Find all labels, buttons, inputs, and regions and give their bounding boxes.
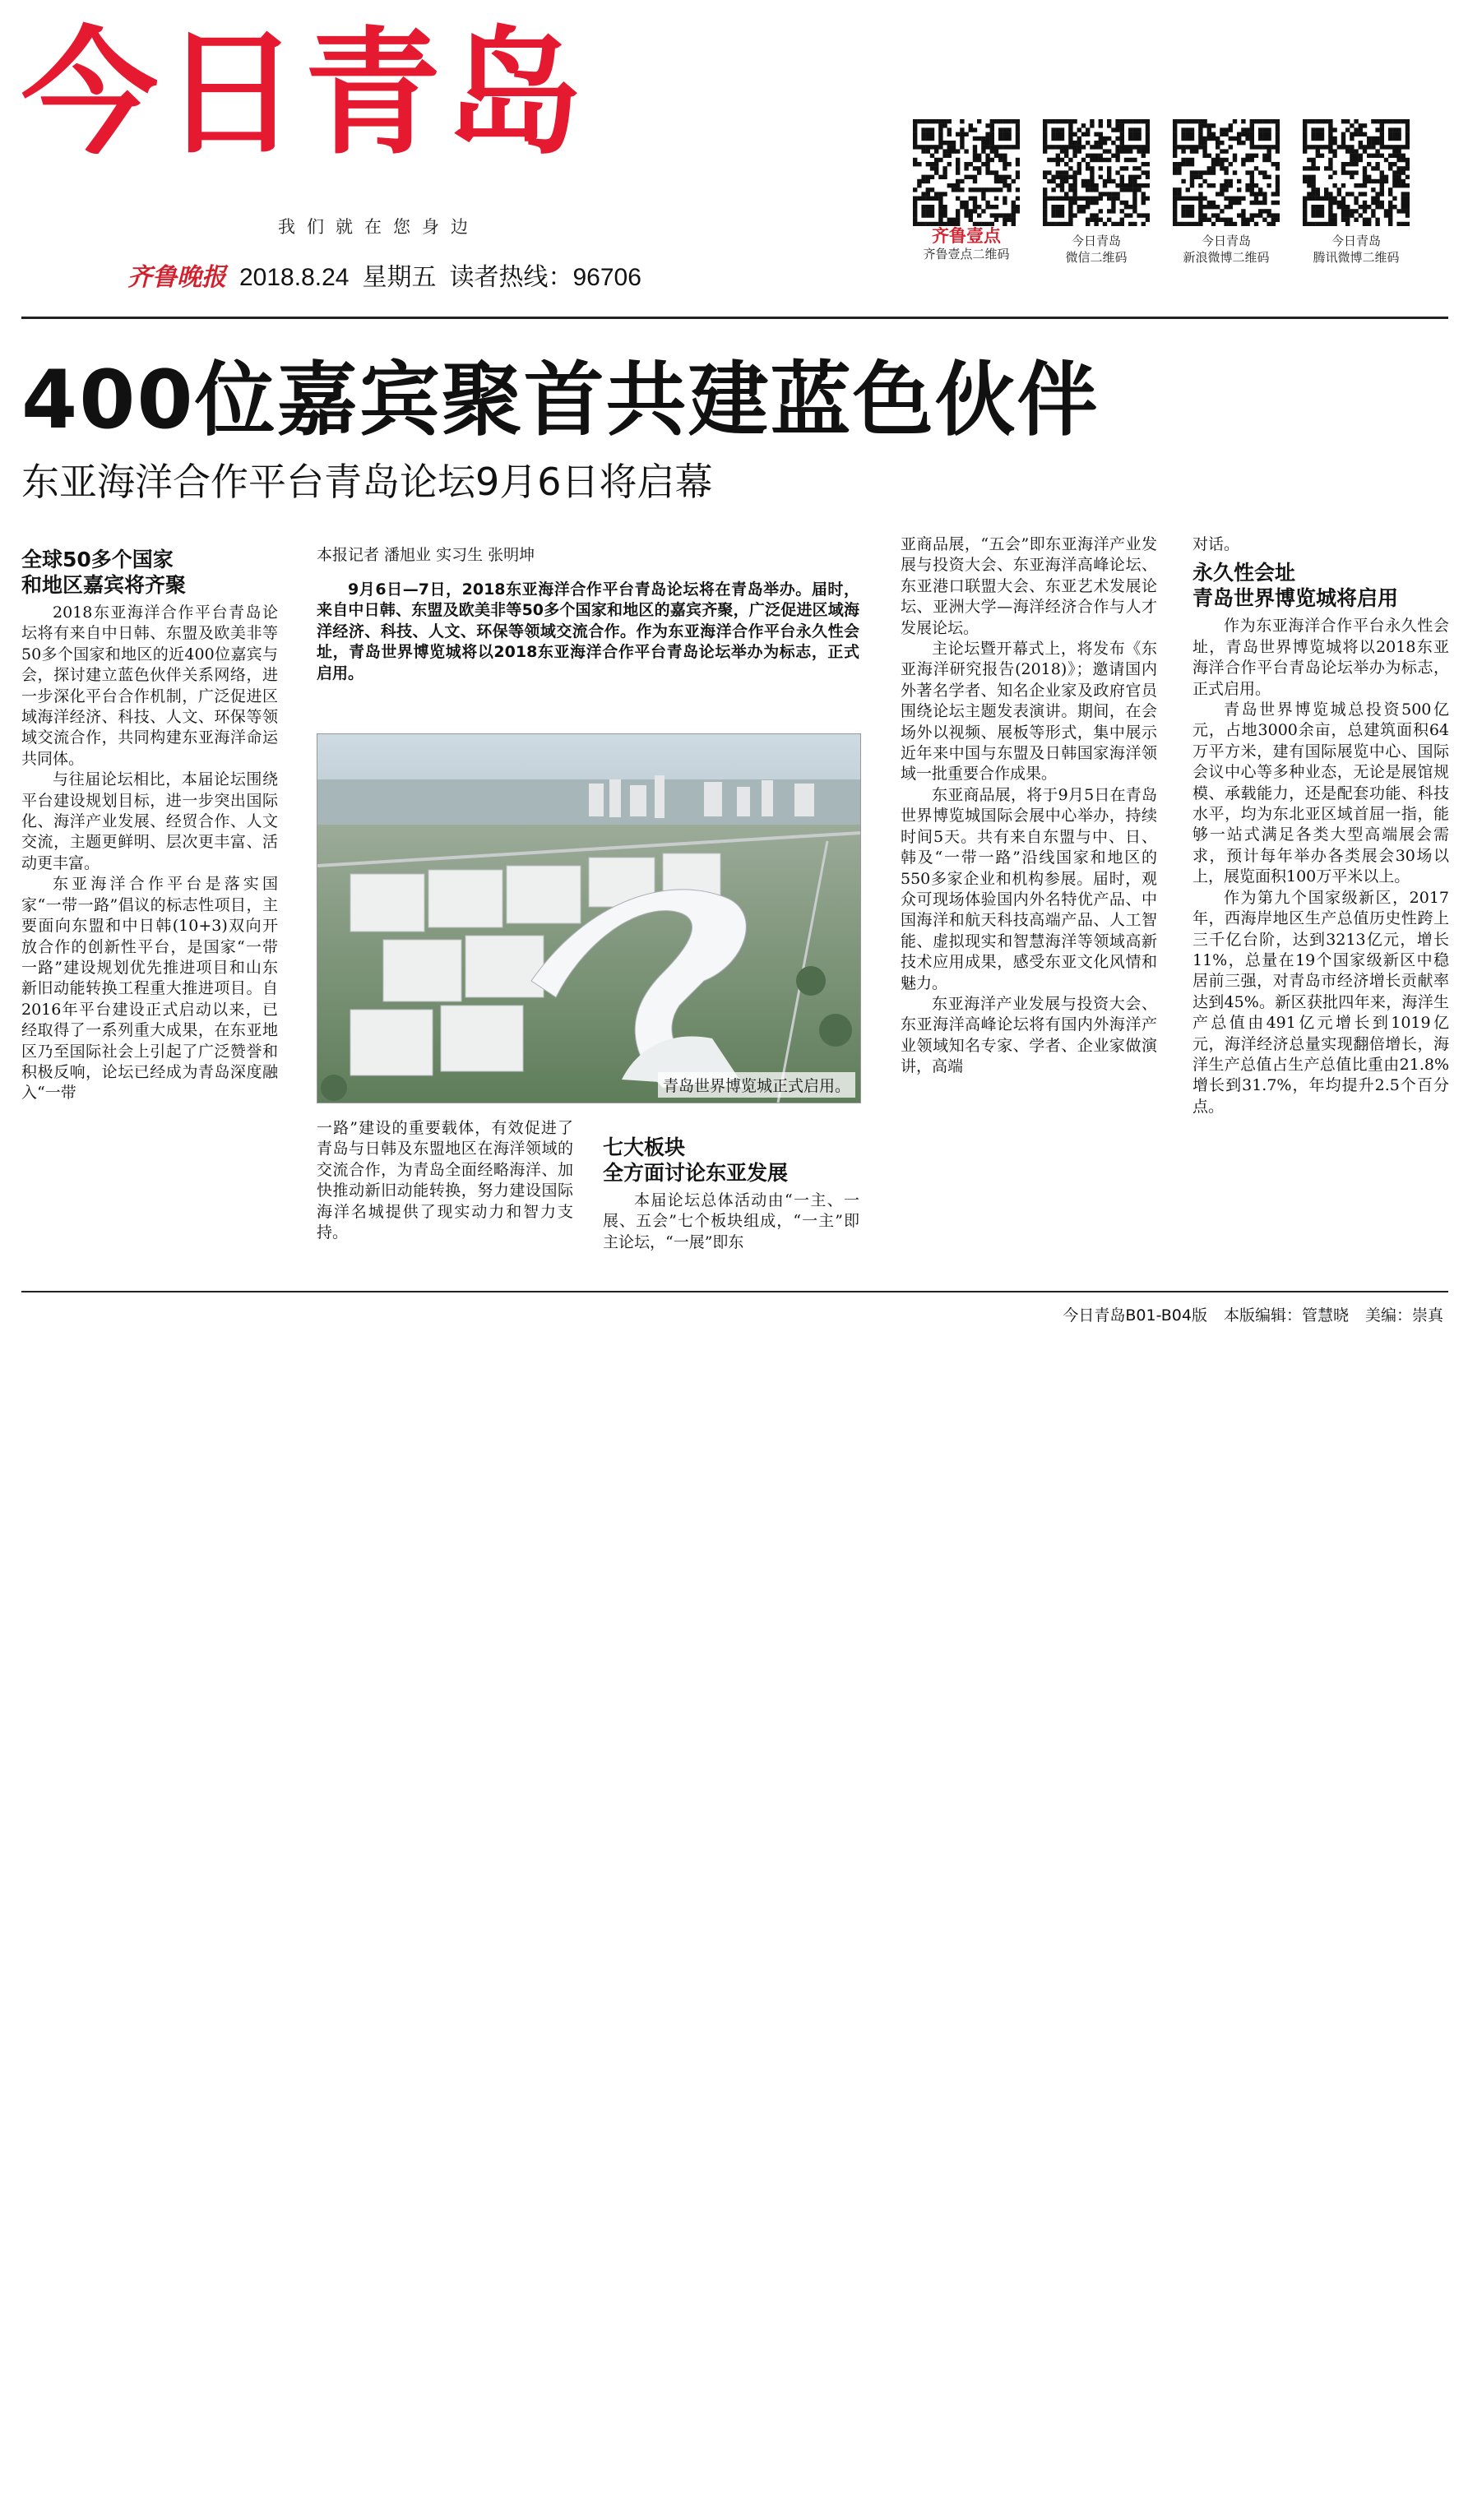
paragraph: 主论坛暨开幕式上，将发布《东亚海洋研究报告(2018)》；邀请国内外著名学者、知名企业家及政府官员围绕论坛主题发表演讲。期间，在会场外以视频、展板等形式，集中展示近年来中国与东盟及日韩国家海洋领域一批重要合作成果。 (901, 640, 1157, 784)
masthead-title: 今日青岛 (21, 15, 587, 173)
qr-code-tencent-weibo[interactable] (1303, 119, 1410, 266)
qr-label-sub: 新浪微博二维码 (1183, 250, 1270, 265)
section-heading-2: 七大板块 全方面讨论东亚发展 (603, 1135, 789, 1185)
qr-code-icon (1173, 119, 1280, 226)
qr-label: 齐鲁壹点二维码 (923, 247, 1010, 261)
article-subheadline: 东亚海洋合作平台青岛论坛9月6日将启幕 (21, 460, 713, 504)
paragraph: 作为第九个国家级新区，2017年，西海岸地区生产总值历史性跨上三千亿台阶，达到3213亿元，增长11%，总量在19个国家级新区中稳居前三强，对青岛市经济增长贡献率达到45%。新区获批四年来，海洋生产总值由491亿元增长到1019亿元，海洋经济总量实现翻倍增长，海洋生产总值占生产总值比重由21.8%增长到31.7%，年均提升2.5个百分点。 (1192, 888, 1449, 1116)
paragraph: 2018东亚海洋合作平台青岛论坛将有来自中日韩、东盟及欧美非等50多个国家和地区的近400位嘉宾与会，探讨建立蓝色伙伴关系网络，进一步深化平台合作机制，广泛促进区域海洋经济、科技、人文、环保等领域交流合作，共同构建东亚海洋命运共同体。 (21, 603, 278, 768)
footer-designer: 美编：崇真 (1364, 1306, 1443, 1325)
qr-label: 今日青岛 (1331, 234, 1381, 248)
qr-code-qilu[interactable] (913, 119, 1020, 262)
lead-paragraph: 9月6日—7日，2018东亚海洋合作平台青岛论坛将在青岛举办。届时，来自中日韩、东盟及欧美非等50多个国家和地区的嘉宾齐聚，广泛促进区域海洋经济、科技、人文、环保等领域交流合作。作为东亚海洋合作平台永久性会址，青岛世界博览城将以2018东亚海洋合作平台青岛论坛举办为标志，正式启用。 (317, 580, 859, 682)
qr-pattern-icon (913, 119, 1020, 226)
section-heading-3: 永久性会址 青岛世界博览城将启用 (1192, 561, 1399, 611)
footer-editor: 本版编辑：管慧晓 (1223, 1306, 1349, 1325)
photo-caption: 青岛世界博览城正式启用。 (658, 1072, 855, 1098)
column-3 (603, 1135, 859, 1253)
qr-code-icon (913, 119, 1020, 226)
column-4 (901, 534, 1157, 1078)
paragraph: 东亚商品展，将于9月5日在青岛世界博览城国际会展中心举办，持续时间5天。共有来自东盟与中、日、韩及“一带一路”沿线国家和地区的550多家企业和机构参展。届时，观众可现场体验国内外名特优产品、中国海洋和航天科技高端产品、人工智能、虚拟现实和智慧海洋等领域高新技术应用成果，感受东亚文化风情和魅力。 (901, 785, 1157, 992)
masthead-meta (127, 257, 655, 293)
paragraph: 本届论坛总体活动由“一主、一展、五会”七个板块组成，“一主”即主论坛，“一展”即东 (603, 1191, 859, 1251)
paragraph: 一路”建设的重要载体，有效促进了青岛与日韩及东盟地区在海洋领域的交流合作，为青岛全面经略海洋、加快推动新旧动能转换，努力建设国际海洋名城提供了现实动力和智力支持。 (317, 1119, 573, 1242)
qr-code-sina-weibo[interactable] (1173, 119, 1280, 266)
qr-pattern-icon (1173, 119, 1280, 226)
page-footer (1046, 1303, 1443, 1325)
article-lead (317, 580, 859, 684)
paragraph: 作为东亚海洋合作平台永久性会址，青岛世界博览城将以2018东亚海洋合作平台青岛论坛举办为标志，正式启用。 (1192, 617, 1449, 698)
brand-logo: 齐鲁晚报 (127, 263, 226, 292)
qr-pattern-icon (1303, 119, 1410, 226)
masthead-slogan: 我们就在您身边 (278, 217, 479, 237)
qr-code-wechat[interactable] (1043, 119, 1150, 266)
issue-date: 2018.8.24 (239, 264, 350, 291)
paragraph: 青岛世界博览城总投资500亿元，占地3000余亩，总建筑面积64万平方米，建有国际展览中心、国际会议中心等多种业态，无论是展馆规模、承载能力，还是配套功能、科技水平，均为东北亚区域首屈一指，能够一站式满足各类大型高端展会需求，预计每年举办各类展会30场以上，展览面积100万平米以上。 (1192, 701, 1449, 886)
paragraph: 与往届论坛相比，本届论坛围绕平台建设规划目标，进一步突出国际化、海洋产业发展、经贸合作、人文交流，主题更鲜明、层次更丰富、活动更丰富。 (21, 770, 278, 872)
column-1 (21, 547, 278, 1104)
reader-hotline: 读者热线：96706 (449, 264, 641, 291)
qr-label-sub: 腾讯微博二维码 (1313, 250, 1400, 265)
qr-label: 今日青岛 (1071, 234, 1121, 248)
column-2 (317, 1118, 573, 1243)
paragraph: 东亚海洋产业发展与投资大会、东亚海洋高峰论坛将有国内外海洋产业领域知名专家、学者、企业家做演讲，高端 (901, 994, 1157, 1076)
paragraph: 亚商品展，“五会”即东亚海洋产业发展与投资大会、东亚海洋高峰论坛、东亚港口联盟大会、东亚艺术发展论坛、亚洲大学—海洋经济合作与人才发展论坛。 (901, 535, 1157, 637)
article-headline: 400位嘉宾聚首共建蓝色伙伴 (21, 354, 1100, 447)
section-heading-1: 全球50多个国家 和地区嘉宾将齐聚 (21, 548, 187, 597)
column-5 (1192, 534, 1449, 1117)
footer-pages: 今日青岛B01-B04版 (1063, 1306, 1207, 1325)
aerial-photo-image (317, 734, 860, 1103)
paragraph: 东亚海洋合作平台是落实国家“一带一路”倡议的标志性项目，主要面向东盟和中日韩(10+3)双向开放合作的创新性平台，是国家“一带一路”建设规划优先推进项目和山东新旧动能转换工程重大推进项目。自2016年平台建设正式启动以来，已经取得了一系列重大成果，在东亚地区乃至国际社会上引起了广泛赞誉和积极反响，论坛已经成为青岛深度融入“一带 (21, 875, 278, 1103)
footer-divider (21, 1291, 1448, 1292)
issue-weekday: 星期五 (362, 264, 437, 291)
qr-pattern-icon (1043, 119, 1150, 226)
qr-badge: 齐鲁壹点 (932, 226, 1001, 246)
expo-city-photo (317, 733, 861, 1103)
qr-code-icon (1303, 119, 1410, 226)
masthead-divider (21, 317, 1448, 319)
qr-code-icon (1043, 119, 1150, 226)
paragraph: 对话。 (1192, 535, 1240, 553)
qr-label-sub: 微信二维码 (1065, 250, 1128, 265)
qr-label: 今日青岛 (1201, 234, 1251, 248)
article-byline: 本报记者 潘旭业 实习生 张明坤 (317, 546, 535, 564)
